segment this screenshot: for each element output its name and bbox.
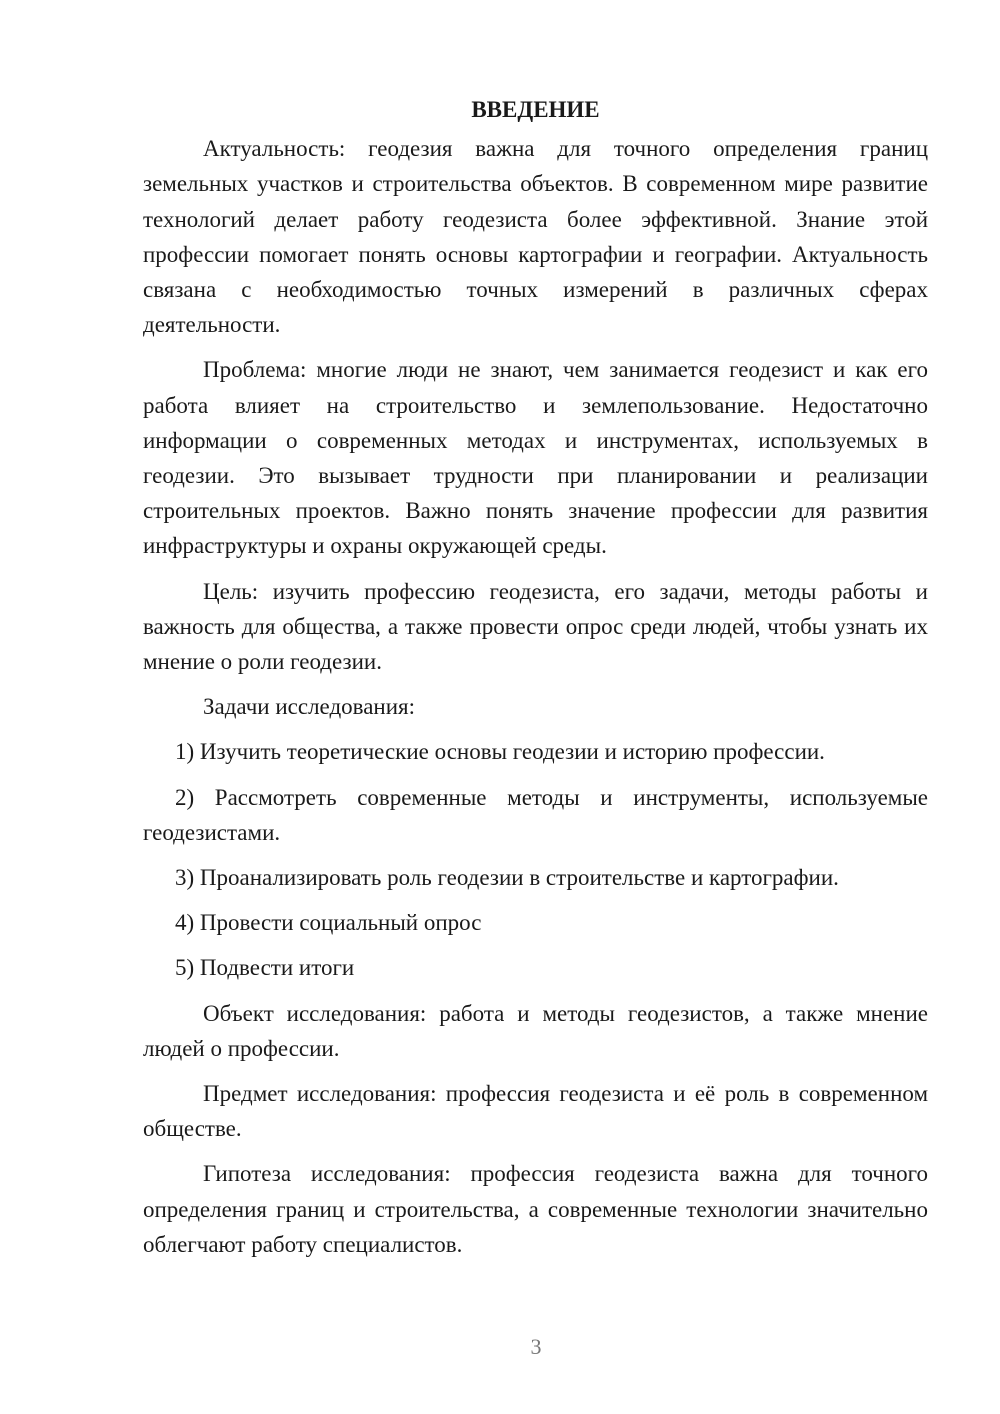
object-paragraph: Объект исследования: работа и методы геодезистов, а также мнение людей о профессии.	[143, 1000, 928, 1061]
subject-paragraph: Предмет исследования: профессия геодезиста и её роль в современном обществе.	[143, 1081, 928, 1142]
page-content	[143, 92, 928, 1272]
tasks-heading: Задачи исследования:	[203, 694, 416, 720]
task-item-4: 4) Провести социальный опрос	[175, 910, 482, 936]
task-item-3: 3) Проанализировать роль геодезии в строительстве и картографии.	[175, 865, 839, 891]
task-item-1: 1) Изучить теоретические основы геодезии и историю профессии.	[175, 739, 825, 765]
hypothesis-paragraph: Гипотеза исследования: профессия геодезиста важна для точного определения границ и строительства, а современные технологии значительно облегчают работу специалистов.	[143, 1161, 928, 1257]
page-number: 3	[530, 1334, 542, 1359]
problem-paragraph: Проблема: многие люди не знают, чем занимается геодезист и как его работа влияет на строительство и землепользование. Недостаточно информации о современных методах и инструментах, используемых в геодезии. Это вызывает трудности при планировании и реализации строительных проектов. Важно понять значение профессии для развития инфраструктуры и охраны окружающей среды.	[143, 357, 928, 559]
goal-paragraph: Цель: изучить профессию геодезиста, его задачи, методы работы и важность для общества, а также провести опрос среди людей, чтобы узнать их мнение о роли геодезии.	[143, 578, 928, 675]
page-title: ВВЕДЕНИЕ	[471, 97, 600, 122]
task-item-2: 2) Рассмотреть современные методы и инструменты, используемые геодезистами.	[143, 784, 928, 845]
task-item-5: 5) Подвести итоги	[175, 955, 355, 981]
relevance-paragraph: Актуальность: геодезия важна для точного определения границ земельных участков и строительства объектов. В современном мире развитие технологий делает работу геодезиста более эффективной. Знание этой профессии помогает понять основы картографии и географии. Актуальность связана с необходимостью точных измерений в различных сферах деятельности.	[143, 136, 928, 338]
